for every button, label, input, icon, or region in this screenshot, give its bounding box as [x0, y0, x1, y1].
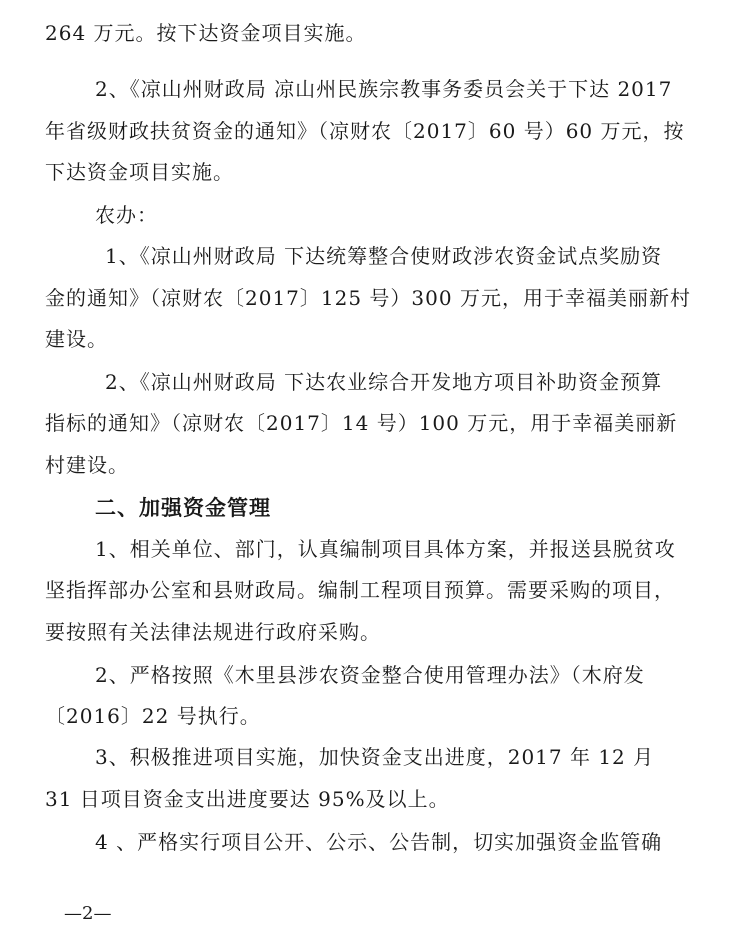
body-line: 2、严格按照《木里县涉农资金整合使用管理办法》（木府发	[95, 663, 645, 687]
body-line: 4 、严格实行项目公开、公示、公告制，切实加强资金监管确	[95, 830, 663, 854]
section-label: 农办：	[95, 203, 158, 227]
body-line: 年省级财政扶贫资金的通知》（凉财农〔2017〕60 号）60 万元，按	[45, 119, 685, 143]
body-line: 31 日项目资金支出进度要达 95%及以上。	[45, 787, 450, 811]
body-line: 264 万元。按下达资金项目实施。	[45, 21, 367, 45]
section-heading: 二、加强资金管理	[95, 496, 271, 520]
body-line: 建设。	[45, 327, 108, 351]
body-line: 下达资金项目实施。	[45, 160, 234, 184]
body-line: 指标的通知》（凉财农〔2017〕14 号）100 万元，用于幸福美丽新	[45, 411, 678, 435]
body-line: 1、《凉山州财政局 下达统筹整合使财政涉农资金试点奖励资	[105, 244, 663, 268]
body-line: 1、相关单位、部门，认真编制项目具体方案，并报送县脱贫攻	[95, 537, 676, 561]
body-line: 2、《凉山州财政局 下达农业综合开发地方项目补助资金预算	[105, 370, 663, 394]
body-line: 坚指挥部办公室和县财政局。编制工程项目预算。需要采购的项目，	[45, 578, 675, 602]
body-line: 村建设。	[45, 453, 129, 477]
body-line: 金的通知》（凉财农〔2017〕125 号）300 万元，用于幸福美丽新村	[45, 286, 691, 310]
body-line: 〔2016〕22 号执行。	[45, 704, 261, 728]
body-line: 要按照有关法律法规进行政府采购。	[45, 620, 381, 644]
body-line: 2、《凉山州财政局 凉山州民族宗教事务委员会关于下达 2017	[95, 77, 673, 101]
body-line: 3、积极推进项目实施，加快资金支出进度，2017 年 12 月	[95, 745, 655, 769]
page-number: —2—	[64, 903, 112, 924]
